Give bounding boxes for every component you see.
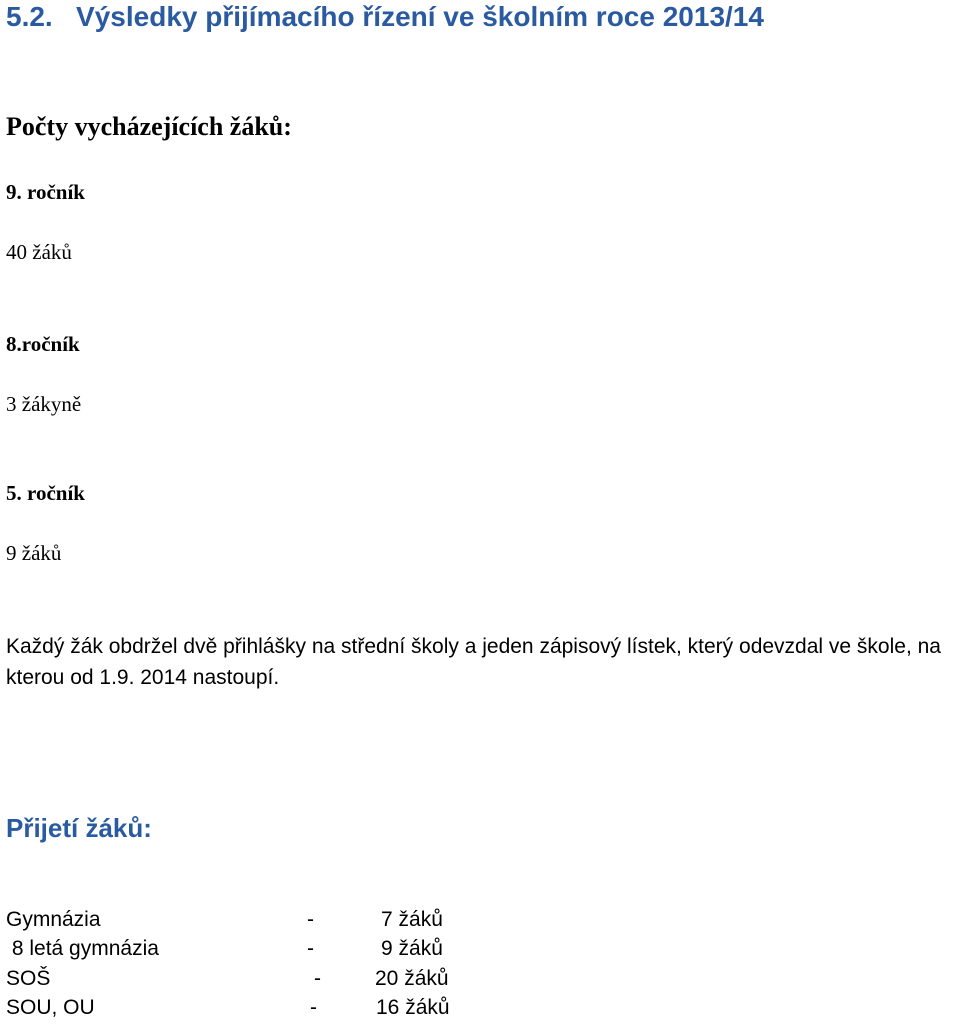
school-type: SOU, OU	[6, 996, 95, 1019]
grade-8-label: 8.ročník	[6, 332, 80, 356]
admissions-heading: Přijetí žáků:	[6, 813, 152, 843]
row-dash: -	[307, 937, 314, 960]
grade-8-count: 3 žákyně	[6, 392, 82, 416]
admission-row	[0, 968, 960, 998]
admission-row	[0, 938, 960, 968]
student-count: 16 žáků	[376, 996, 450, 1019]
counts-heading: Počty vycházejících žáků:	[6, 112, 292, 141]
grade-5-label: 5. ročník	[6, 481, 85, 505]
row-dash: -	[310, 996, 317, 1019]
row-dash: -	[307, 908, 314, 931]
grade-9-label: 9. ročník	[6, 180, 85, 204]
row-dash: -	[314, 967, 321, 990]
student-count: 9 žáků	[381, 937, 443, 960]
school-type: 8 letá gymnázia	[6, 937, 159, 960]
school-type: SOŠ	[6, 967, 51, 990]
admission-row	[0, 909, 960, 939]
grade-9-count: 40 žáků	[6, 240, 72, 264]
section-number: 5.2.	[6, 1, 53, 32]
student-count: 7 žáků	[381, 908, 443, 931]
section-heading	[6, 3, 764, 31]
application-paragraph: Každý žák obdržel dvě přihlášky na střední školy a jeden zápisový lístek, který odevzdal ve škole, na kterou od 1.9. 2014 nastoupí.	[6, 635, 941, 689]
grade-5-count: 9 žáků	[6, 541, 62, 565]
school-type: Gymnázia	[6, 908, 101, 931]
student-count: 20 žáků	[375, 967, 449, 990]
section-title: Výsledky přijímacího řízení ve školním roce 2013/14	[76, 1, 764, 32]
